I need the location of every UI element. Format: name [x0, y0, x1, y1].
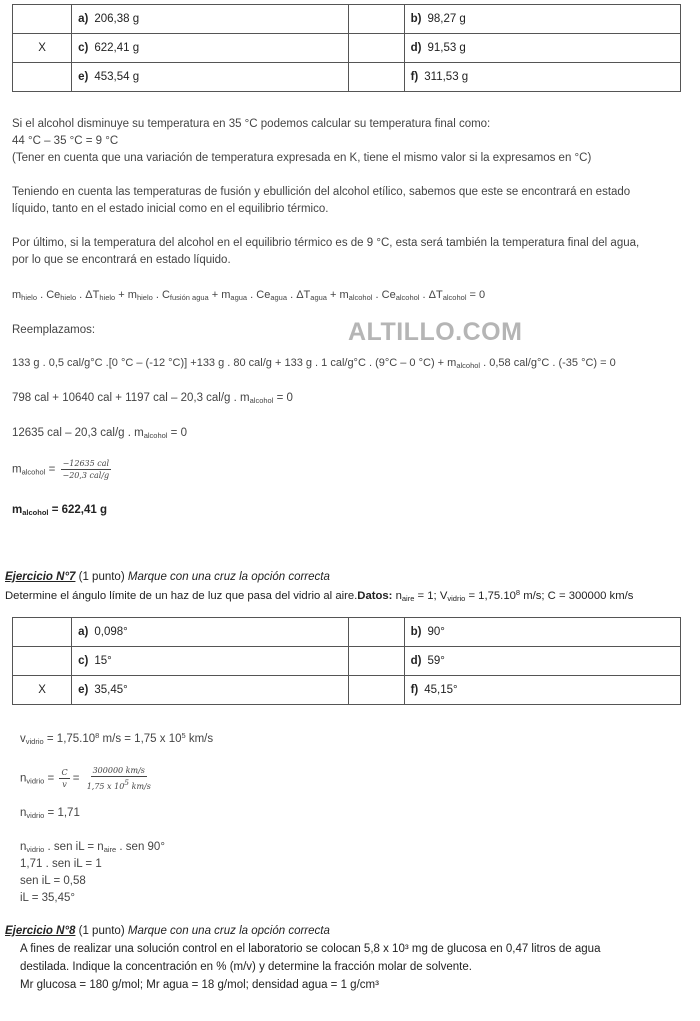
option-value: 206,38 g — [94, 13, 140, 25]
solution-line: Si el alcohol disminuye su temperatura en 35 °C podemos calcular su temperatura final como: — [12, 118, 491, 130]
equation-line: sen iL = 0,58 — [20, 875, 86, 887]
solution-line: líquido, tanto en el estado inicial como en el equilibrio térmico. — [12, 203, 329, 215]
option-cell — [72, 63, 348, 92]
table-row — [13, 34, 681, 63]
mark-cell[interactable] — [348, 618, 404, 647]
option-label: b) — [410, 13, 422, 25]
fraction-numerator: 300000 km/s — [92, 766, 145, 775]
mark-cell[interactable] — [13, 5, 72, 34]
option-label: e) — [78, 684, 89, 696]
option-value: 59° — [427, 655, 445, 667]
option-label: a) — [78, 13, 89, 25]
options-table-ej6 — [12, 4, 681, 92]
table-row — [13, 618, 681, 647]
mark-cell[interactable] — [348, 5, 404, 34]
option-value: 0,098° — [94, 626, 128, 638]
exercise-statement: A fines de realizar una solución control en el laboratorio se colocan 5,8 x 10³ mg de glucosa en 0,47 litros de agua — [20, 943, 601, 955]
option-cell — [404, 63, 680, 92]
equation-line: iL = 35,45° — [20, 892, 76, 904]
mark-cell[interactable] — [13, 647, 72, 676]
option-cell — [404, 647, 680, 676]
option-label: c) — [78, 655, 89, 667]
equation-line: 12635 cal – 20,3 cal/g . $m_{alcohol} = 0$ — [12, 427, 187, 440]
option-label: d) — [410, 42, 422, 54]
option-cell — [72, 5, 348, 34]
mark-cell[interactable] — [13, 63, 72, 92]
option-label: f) — [410, 684, 419, 696]
option-value: 622,41 g — [94, 42, 140, 54]
fraction-equation: $m_{alcohol}$ = $\frac{\text{−12635 cal}}{\text{−20,3 cal/g}}$ — [12, 459, 110, 480]
option-cell — [72, 676, 348, 705]
mark-cell[interactable] — [348, 34, 404, 63]
option-label: b) — [410, 626, 422, 638]
option-cell — [404, 5, 680, 34]
exercise-statement: destilada. Indique la concentración en % (m/v) y determine la fracción molar de solvente. — [20, 961, 472, 973]
solution-line: Reemplazamos: — [12, 324, 96, 336]
option-value: 98,27 g — [427, 13, 466, 25]
mark-cell[interactable] — [348, 63, 404, 92]
option-cell — [404, 618, 680, 647]
fraction-numerator: −12635 cal — [62, 459, 110, 468]
equation-line: $v_{vidrio} = 1,75.10^8$ m/s = 1,75 x $10^5$ km/s — [20, 731, 214, 746]
fraction-denominator: 1,75 x $10^5$ km/s — [86, 778, 151, 791]
mark-cell[interactable]: X — [13, 34, 72, 63]
heat-balance-equation: $m_{hielo}$ . $Ce_{hielo}$ . $\Delta T_{hielo} + m_{hielo}$ . $C_{fusión agua} + m_{agua}$ . $Ce_{agua}$ . $\Delta T_{agua} + m_{alcohol}$ . $Ce_{alcohol}$ . $\Delta T_{alcohol} = 0$ — [12, 289, 486, 302]
mark-cell[interactable]: X — [13, 676, 72, 705]
option-value: 453,54 g — [94, 71, 140, 83]
option-label: f) — [410, 71, 419, 83]
equation-line: 1,71 . sen iL = 1 — [20, 858, 102, 870]
watermark: ALTILLO.COM — [348, 318, 523, 346]
option-cell — [72, 618, 348, 647]
table-row — [13, 676, 681, 705]
option-label: e) — [78, 71, 89, 83]
option-value: 91,53 g — [427, 42, 466, 54]
option-label: c) — [78, 42, 89, 54]
option-cell — [404, 34, 680, 63]
mark-cell[interactable] — [348, 647, 404, 676]
option-label: a) — [78, 626, 89, 638]
substituted-equation: 133 g . 0,5 cal/g°C .[0 °C – (-12 °C)] +133 g . 80 cal/g + 133 g . 1 cal/g°C . (9°C – 0 $^\circ C) + m_{alcohol}$ . 0,58 cal/g°C . (-35 °C) = 0 — [12, 357, 616, 370]
table-row — [13, 647, 681, 676]
option-value: 45,15° — [424, 684, 458, 696]
equation-line: 798 cal + 10640 cal + 1197 cal – 20,3 cal/g . $m_{alcohol} = 0$ — [12, 392, 293, 405]
option-label: d) — [410, 655, 422, 667]
exercise-heading: Ejercicio N°7 (1 punto) Marque con una cruz la opción correcta — [5, 571, 330, 583]
exercise-heading: Ejercicio N°8 (1 punto) Marque con una cruz la opción correcta — [5, 925, 330, 937]
option-value: 15° — [94, 655, 112, 667]
option-cell — [404, 676, 680, 705]
mark-cell[interactable] — [13, 618, 72, 647]
table-row — [13, 63, 681, 92]
solution-line: Por último, si la temperatura del alcohol en el equilibrio térmico es de 9 °C, esta será también la temperatura final del agua, — [12, 237, 640, 249]
table-row — [13, 5, 681, 34]
fraction-denominator: −20,3 cal/g — [62, 471, 110, 480]
fraction-equation: $n_{vidrio}$ = $\frac{C}{v}$ = $\frac{300000 km/s}{1,75 x 10^5 km/s}$ — [20, 766, 151, 791]
exercise-statement: Mr glucosa = 180 g/mol; Mr agua = 18 g/mol; densidad agua = 1 g/cm³ — [20, 979, 379, 991]
equation-line: $n_{vidrio} = 1,71$ — [20, 807, 80, 820]
solution-line: Teniendo en cuenta las temperaturas de fusión y ebullición del alcohol etílico, sabemos que este se encontrará en estado — [12, 186, 631, 198]
options-table-ej7 — [12, 617, 681, 705]
option-value: 35,45° — [94, 684, 128, 696]
solution-line: por lo que se encontrará en estado líquido. — [12, 254, 231, 266]
option-value: 90° — [427, 626, 445, 638]
option-cell — [72, 34, 348, 63]
exercise-statement: Determine el ángulo límite de un haz de luz que pasa del vidrio al aire.Datos: $n_{aire} = 1$; $V_{vidrio} = 1,75.10^8$ m/s; C = 300000 km/s — [5, 588, 634, 603]
solution-line: 44 °C – 35 °C = 9 °C — [12, 135, 119, 147]
option-value: 311,53 g — [424, 71, 469, 83]
equation-line: $n_{vidrio}$ . sen iL = $n_{aire}$ . sen 90° — [20, 841, 165, 854]
option-cell — [72, 647, 348, 676]
mark-cell[interactable] — [348, 676, 404, 705]
result-line: $m_{alcohol} = 622,41$ g — [12, 504, 108, 517]
solution-line: (Tener en cuenta que una variación de temperatura expresada en K, tiene el mismo valor si la expresamos en °C) — [12, 152, 592, 164]
